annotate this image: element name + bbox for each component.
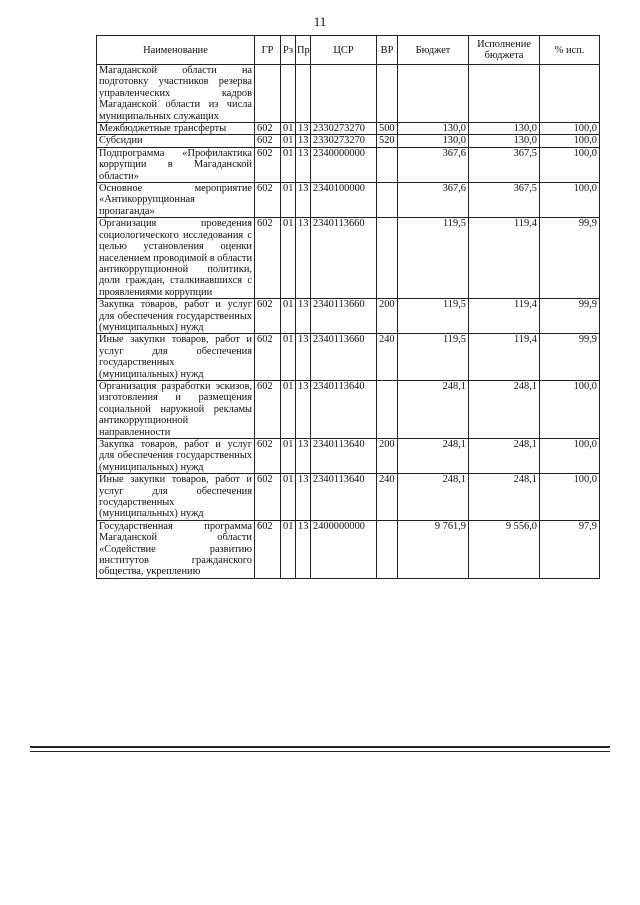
cell-name: Закупка товаров, работ и услуг для обеспечения государственных (муниципальных) нужд — [97, 299, 255, 334]
cell-name: Основное мероприятие «Антикоррупционная пропаганда» — [97, 183, 255, 218]
cell-rz: 01 — [281, 123, 296, 135]
table-row — [97, 135, 600, 147]
cell-rz: 01 — [281, 439, 296, 474]
cell-execution: 367,5 — [469, 183, 540, 218]
cell-percent: 100,0 — [540, 147, 600, 182]
cell-percent: 100,0 — [540, 380, 600, 438]
cell-rz: 01 — [281, 147, 296, 182]
cell-pr: 13 — [296, 299, 311, 334]
cell-csr: 2330273270 — [311, 135, 377, 147]
cell-rz: 01 — [281, 299, 296, 334]
cell-execution: 130,0 — [469, 135, 540, 147]
cell-budget: 367,6 — [398, 147, 469, 182]
cell-name: Государственная программа Магаданской области «Содействие развитию институтов гражданского общества, укреплению — [97, 520, 255, 578]
footer-divider-thin — [30, 751, 610, 752]
cell-percent: 97,9 — [540, 520, 600, 578]
footer-divider — [30, 746, 610, 748]
cell-percent: 99,9 — [540, 334, 600, 381]
cell-gr: 602 — [255, 474, 281, 521]
cell-csr: 2340113660 — [311, 218, 377, 299]
cell-gr: 602 — [255, 147, 281, 182]
cell-pr: 13 — [296, 183, 311, 218]
cell-vr — [377, 65, 398, 123]
cell-vr — [377, 147, 398, 182]
cell-vr — [377, 380, 398, 438]
cell-budget: 248,1 — [398, 474, 469, 521]
cell-csr: 2340113640 — [311, 439, 377, 474]
header-csr: ЦСР — [311, 36, 377, 65]
cell-csr: 2340113660 — [311, 334, 377, 381]
cell-percent: 99,9 — [540, 218, 600, 299]
cell-csr: 2340113660 — [311, 299, 377, 334]
cell-vr — [377, 520, 398, 578]
cell-csr: 2340113640 — [311, 380, 377, 438]
cell-gr: 602 — [255, 439, 281, 474]
cell-budget: 9 761,9 — [398, 520, 469, 578]
cell-percent: 100,0 — [540, 123, 600, 135]
cell-rz: 01 — [281, 135, 296, 147]
table-row — [97, 65, 600, 123]
header-budget: Бюджет — [398, 36, 469, 65]
cell-percent — [540, 65, 600, 123]
table-row — [97, 439, 600, 474]
cell-csr — [311, 65, 377, 123]
cell-pr: 13 — [296, 135, 311, 147]
cell-csr: 2330273270 — [311, 123, 377, 135]
cell-percent: 99,9 — [540, 299, 600, 334]
cell-rz: 01 — [281, 474, 296, 521]
cell-gr: 602 — [255, 218, 281, 299]
cell-execution: 248,1 — [469, 474, 540, 521]
cell-rz: 01 — [281, 380, 296, 438]
page-number: 11 — [313, 14, 327, 29]
header-rz: Рз — [281, 36, 296, 65]
header-gr: ГР — [255, 36, 281, 65]
cell-percent: 100,0 — [540, 474, 600, 521]
cell-budget: 119,5 — [398, 299, 469, 334]
cell-pr — [296, 65, 311, 123]
cell-rz: 01 — [281, 183, 296, 218]
cell-vr — [377, 183, 398, 218]
cell-gr — [255, 65, 281, 123]
cell-rz: 01 — [281, 520, 296, 578]
table-row — [97, 123, 600, 135]
cell-vr — [377, 218, 398, 299]
cell-budget: 130,0 — [398, 123, 469, 135]
cell-execution: 248,1 — [469, 380, 540, 438]
header-name: Наименование — [97, 36, 255, 65]
cell-vr: 520 — [377, 135, 398, 147]
cell-name: Магаданской области на подготовку участников резерва управленческих кадров Магаданской области из числа муниципальных служащих — [97, 65, 255, 123]
table-row — [97, 474, 600, 521]
header-vr: ВР — [377, 36, 398, 65]
cell-csr: 2340113640 — [311, 474, 377, 521]
cell-pr: 13 — [296, 439, 311, 474]
table-row — [97, 147, 600, 182]
cell-percent: 100,0 — [540, 439, 600, 474]
cell-rz: 01 — [281, 218, 296, 299]
cell-vr: 240 — [377, 474, 398, 521]
cell-pr: 13 — [296, 218, 311, 299]
cell-execution: 119,4 — [469, 218, 540, 299]
cell-budget — [398, 65, 469, 123]
budget-execution-table — [96, 35, 600, 579]
cell-gr: 602 — [255, 380, 281, 438]
cell-rz — [281, 65, 296, 123]
cell-budget: 248,1 — [398, 380, 469, 438]
header-pr: Пр — [296, 36, 311, 65]
cell-budget: 248,1 — [398, 439, 469, 474]
cell-gr: 602 — [255, 520, 281, 578]
cell-execution: 119,4 — [469, 334, 540, 381]
cell-budget: 119,5 — [398, 334, 469, 381]
cell-vr: 240 — [377, 334, 398, 381]
cell-gr: 602 — [255, 183, 281, 218]
cell-percent: 100,0 — [540, 183, 600, 218]
cell-name: Закупка товаров, работ и услуг для обеспечения государственных (муниципальных) нужд — [97, 439, 255, 474]
cell-execution: 130,0 — [469, 123, 540, 135]
cell-gr: 602 — [255, 123, 281, 135]
cell-vr: 200 — [377, 299, 398, 334]
table-header-row — [97, 36, 600, 65]
cell-name: Подпрограмма «Профилактика коррупции в Магаданской области» — [97, 147, 255, 182]
cell-vr: 200 — [377, 439, 398, 474]
table-row — [97, 520, 600, 578]
table-row — [97, 380, 600, 438]
cell-vr: 500 — [377, 123, 398, 135]
cell-pr: 13 — [296, 520, 311, 578]
table-row — [97, 218, 600, 299]
cell-execution — [469, 65, 540, 123]
cell-execution: 248,1 — [469, 439, 540, 474]
cell-execution: 9 556,0 — [469, 520, 540, 578]
cell-name: Организация проведения социологического исследования с целью установления оценки населением проводимой в области антикоррупционной политики, доли граждан, сталкивавшихся с проявлениями коррупции — [97, 218, 255, 299]
cell-pr: 13 — [296, 380, 311, 438]
cell-gr: 602 — [255, 135, 281, 147]
cell-pr: 13 — [296, 147, 311, 182]
cell-execution: 367,5 — [469, 147, 540, 182]
cell-name: Иные закупки товаров, работ и услуг для обеспечения государственных (муниципальных) нужд — [97, 474, 255, 521]
cell-name: Межбюджетные трансферты — [97, 123, 255, 135]
cell-percent: 100,0 — [540, 135, 600, 147]
cell-pr: 13 — [296, 334, 311, 381]
cell-gr: 602 — [255, 299, 281, 334]
cell-gr: 602 — [255, 334, 281, 381]
cell-execution: 119,4 — [469, 299, 540, 334]
cell-budget: 367,6 — [398, 183, 469, 218]
table-row — [97, 299, 600, 334]
cell-budget: 130,0 — [398, 135, 469, 147]
header-percent: % исп. — [540, 36, 600, 65]
cell-name: Организация разработки эскизов, изготовления и размещения социальной наружной рекламы антикоррупционной направленности — [97, 380, 255, 438]
cell-csr: 2340000000 — [311, 147, 377, 182]
cell-csr: 2400000000 — [311, 520, 377, 578]
cell-pr: 13 — [296, 123, 311, 135]
cell-csr: 2340100000 — [311, 183, 377, 218]
cell-rz: 01 — [281, 334, 296, 381]
table-row — [97, 334, 600, 381]
cell-name: Субсидии — [97, 135, 255, 147]
cell-budget: 119,5 — [398, 218, 469, 299]
header-execution: Исполнение бюджета — [469, 36, 540, 65]
cell-pr: 13 — [296, 474, 311, 521]
table-row — [97, 183, 600, 218]
cell-name: Иные закупки товаров, работ и услуг для обеспечения государственных (муниципальных) нужд — [97, 334, 255, 381]
